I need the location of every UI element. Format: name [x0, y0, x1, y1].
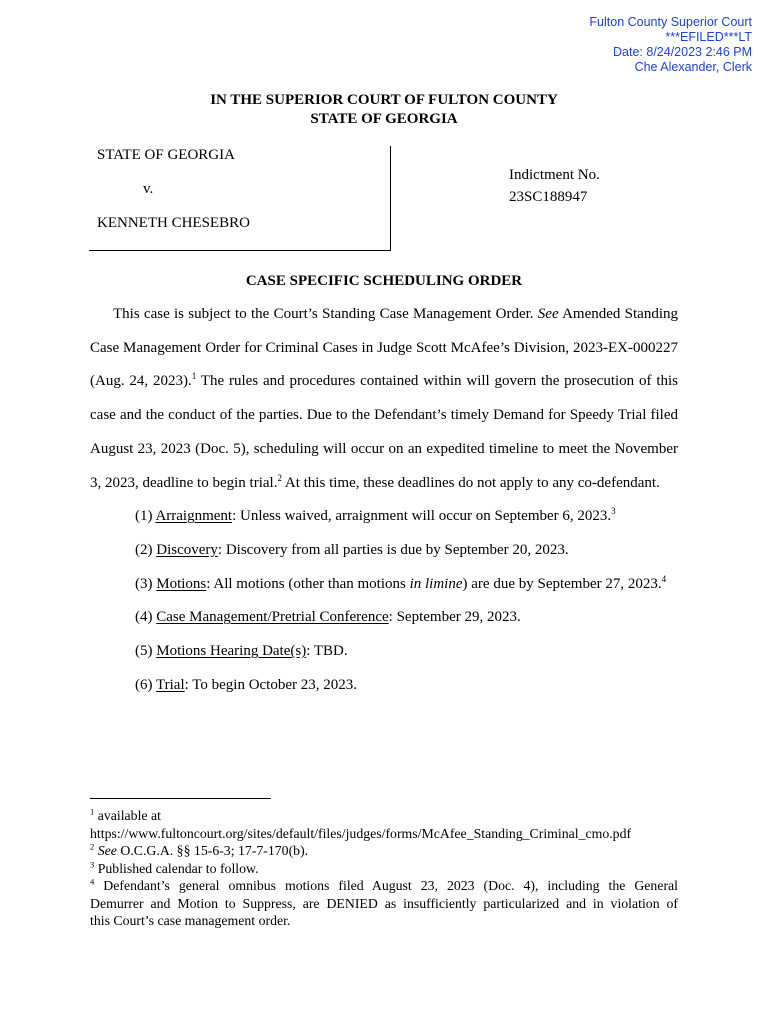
item-label: Discovery [156, 541, 218, 558]
versus-label: v. [143, 181, 154, 197]
order-title: CASE SPECIFIC SCHEDULING ORDER [245, 273, 523, 289]
footnotes [90, 807, 678, 930]
citation-signal: See [537, 306, 559, 322]
footnote-reference: 1 [191, 371, 197, 382]
item-label: Case Management/Pretrial Conference [156, 609, 389, 626]
paragraph-line [90, 433, 678, 467]
paragraph-text: 3, 2023, deadline to begin trial. [90, 474, 278, 491]
indictment-block [509, 164, 600, 208]
stamp-efiled-status: ***EFILED***LT [665, 29, 752, 44]
item-number: (2) [135, 541, 153, 558]
schedule-item-arraignment [90, 500, 678, 534]
footnote-separator [90, 798, 271, 799]
latin-term: in limine [409, 575, 463, 592]
footnote-reference: 2 [277, 472, 282, 483]
paragraph-text: case and the conduct of the parties. Due to the Defendant’s timely Demand for Speedy Trial filed [90, 407, 678, 424]
item-number: (1) [135, 508, 153, 525]
footnote-3 [90, 860, 678, 878]
standing-order-url: https://www.fultoncourt.org/sites/default/files/judges/forms/McAfee_Standing_Criminal_cmo.pdf [90, 825, 632, 841]
item-number: (6) [135, 676, 153, 693]
footnote-4 [90, 877, 678, 895]
efile-stamp [589, 15, 752, 75]
defendant-name: KENNETH CHESEBRO [97, 215, 250, 231]
item-text: : All motions (other than motions [206, 575, 410, 592]
footnote-1 [90, 807, 678, 825]
paragraph-text: August 23, 2023 (Doc. 5), scheduling will occur on an expedited timeline to meet the November [90, 440, 678, 457]
footnote-text: Demurrer and Motion to Suppress, are DENIED as insufficiently particularized and in violation of [90, 895, 678, 911]
footnote-mark: 1 [90, 806, 95, 817]
item-label: Motions [156, 575, 207, 592]
footnote-text: this Court’s case management order. [90, 913, 291, 928]
item-text: : Discovery from all parties is due by September 20, 2023. [217, 541, 569, 558]
paragraph-line [90, 365, 678, 399]
paragraph-text: This case is subject to the Court’s Standing Case Management Order. [113, 306, 538, 322]
paragraph-text: At this time, these deadlines do not apply to any co-defendant. [281, 474, 660, 491]
schedule-item-motions [90, 568, 678, 602]
item-text: : September 29, 2023. [388, 609, 521, 626]
indictment-number: 23SC188947 [509, 189, 588, 205]
plaintiff-name: STATE OF GEORGIA [97, 147, 235, 163]
schedule-item-discovery [90, 534, 678, 568]
caption-vertical-rule [390, 146, 391, 251]
paragraph-line [90, 467, 678, 501]
footnote-mark: 2 [90, 841, 95, 852]
item-text: : Unless waived, arraignment will occur on September 6, 2023. [232, 508, 612, 525]
item-label: Arraignment [155, 508, 233, 525]
indictment-label: Indictment No. [509, 167, 600, 183]
item-label: Motions Hearing Date(s) [156, 643, 307, 660]
footnote-4-continued [90, 895, 678, 913]
paragraph-text: Case Management Order for Criminal Cases in Judge Scott McAfee’s Division, 2023-EX-000227 [90, 339, 678, 356]
item-number: (5) [135, 643, 153, 660]
paragraph-line [90, 298, 678, 332]
footnote-text: Published calendar to follow. [97, 860, 259, 876]
caption-horizontal-rule [89, 250, 391, 251]
item-label: Trial [155, 676, 185, 693]
case-caption-parties [97, 138, 250, 240]
footnote-reference: 4 [661, 573, 667, 584]
court-name-heading: IN THE SUPERIOR COURT OF FULTON COUNTY [210, 92, 558, 108]
stamp-court-name: Fulton County Superior Court [589, 14, 752, 29]
court-header [0, 91, 768, 129]
footnote-reference: 3 [611, 506, 616, 517]
paragraph-text: (Aug. 24, 2023). [90, 373, 192, 390]
item-number: (4) [135, 609, 153, 626]
citation-signal: See [97, 843, 117, 858]
item-number: (3) [135, 575, 153, 592]
order-body [90, 298, 678, 702]
footnote-text: available at [97, 808, 161, 823]
state-heading: STATE OF GEORGIA [310, 111, 458, 127]
paragraph-text: The rules and procedures contained within will govern the prosecution of this [196, 373, 678, 390]
schedule-item-motions-hearing [90, 635, 678, 669]
footnote-text: O.C.G.A. §§ 15-6-3; 17-7-170(b). [116, 843, 309, 858]
schedule-item-trial [90, 669, 678, 703]
footnote-mark: 4 [90, 876, 95, 887]
schedule-item-pretrial-conference [90, 601, 678, 635]
footnote-2 [90, 842, 678, 860]
paragraph-line [90, 332, 678, 366]
item-text: : To begin October 23, 2023. [184, 676, 358, 693]
footnote-mark: 3 [90, 858, 95, 869]
item-text: : TBD. [306, 643, 348, 660]
item-text: ) are due by September 27, 2023. [462, 575, 662, 592]
stamp-clerk-name: Che Alexander, Clerk [634, 59, 752, 74]
paragraph-line [90, 399, 678, 433]
footnote-4-continued [90, 912, 678, 930]
stamp-filed-date: Date: 8/24/2023 2:46 PM [613, 44, 752, 59]
footnote-1-continued [90, 825, 678, 843]
paragraph-text: Amended Standing [558, 306, 678, 322]
footnote-text: Defendant’s general omnibus motions filed August 23, 2023 (Doc. 4), including the General [103, 878, 679, 893]
